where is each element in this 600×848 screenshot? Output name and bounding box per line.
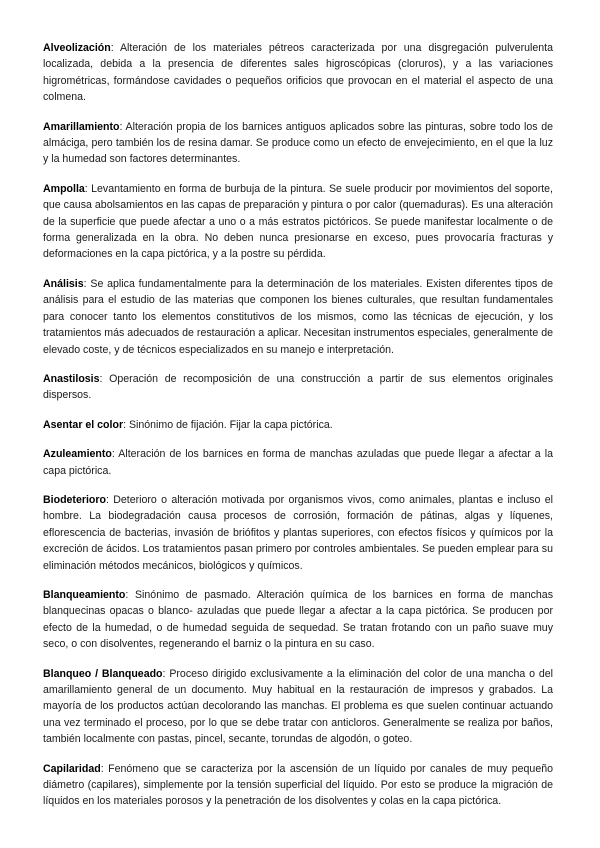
glossary-entry-blanqueo bbox=[43, 666, 553, 748]
glossary-term: Alveolización bbox=[43, 42, 111, 54]
glossary-definition: : Alteración propia de los barnices antiguos aplicados sobre las pinturas, sobre todo los de almáciga, pero también los de resina damar. Se produce como un efecto de envejecimiento, en el que la luz y la humedad son factores determinantes. bbox=[43, 120, 553, 166]
glossary-definition: : Sinónimo de fijación. Fijar la capa pictórica. bbox=[123, 418, 333, 431]
glossary-definition: : Proceso dirigido exclusivamente a la eliminación del color de una mancha o del amarillamiento general de un documento. Muy habitual en la restauración de impresos y grabados. La mayoría de los productos actúan decolorando las manchas. El problema es que suelen continuar actuando una vez terminado el proceso, por lo que se debe tratar con anticloros. Generalmente se realiza por baños, también localmente con pastas, pincel, secante, torundas de algodón, o goteo. bbox=[43, 667, 553, 746]
glossary-definition: : Alteración de los barnices en forma de manchas azuladas que puede llegar a afectar a la capa pictórica. bbox=[43, 448, 553, 477]
glossary-term: Amarillamiento bbox=[43, 120, 120, 133]
glossary-definition: : Deterioro o alteración motivada por organismos vivos, como animales, plantas e incluso el hombre. La biodegradación causa procesos de corrosión, formación de pátinas, algas y líquenes, eflorescencia de bacterias, invasión de briófitos y plantas superiores, con efectos físicos y químicos por la excreción de ácidos. Los tratamientos pasan primero por controles ambientales. Se pueden emplear para su eliminación métodos mecánicos, biológicos y químicos. bbox=[43, 493, 553, 572]
glossary-entry-azuleamiento bbox=[43, 446, 553, 479]
glossary-entry-capilaridad bbox=[43, 761, 553, 810]
glossary-term: Blanqueamiento bbox=[43, 588, 126, 601]
glossary-entry-amarillamiento bbox=[43, 119, 553, 168]
glossary-entry-asentar-el-color bbox=[43, 417, 553, 433]
glossary-entry-biodeterioro bbox=[43, 492, 553, 574]
glossary-entry-ampolla bbox=[43, 181, 553, 263]
glossary-entry-alveolizacion bbox=[43, 40, 553, 106]
glossary-term: Capilaridad bbox=[43, 762, 101, 775]
glossary-entry-anastilosis bbox=[43, 371, 553, 404]
glossary-term: Blanqueo / Blanqueado bbox=[43, 667, 163, 680]
glossary-page bbox=[43, 40, 553, 823]
glossary-term: Azuleamiento bbox=[43, 448, 112, 461]
glossary-term: Asentar el color bbox=[43, 418, 124, 431]
glossary-definition: : Sinónimo de pasmado. Alteración química de los barnices en forma de manchas blanquecinas opacas o blanco- azuladas que puede llegar a afectar a la capa pictórica. Se producen por efecto de la humedad, o de humedad seguida de sequedad. Se tratan frotando con un paño suave muy seco, o con disolventes, regenerando el barniz o la pintura en su caso. bbox=[43, 588, 553, 651]
glossary-term: Análisis bbox=[43, 277, 84, 290]
glossary-term: Biodeterioro bbox=[43, 493, 106, 506]
glossary-definition: : Fenómeno que se caracteriza por la ascensión de un líquido por canales de muy pequeño diámetro (capilares), simplemente por la tensión superficial del líquido. Por esto se produce la migración de líquidos en los materiales porosos y la penetración de los disolventes y colas en la capa pictórica. bbox=[43, 762, 553, 808]
glossary-definition: : Alteración de los materiales pétreos caracterizada por una disgregación pulverulenta localizada, debida a la presencia de diferentes sales higroscópicas (cloruros), y a las variaciones higrométricas, formándose cavidades o pequeños orificios que provocan en el material el aspecto de una colmena. bbox=[43, 42, 553, 104]
glossary-definition: : Se aplica fundamentalmente para la determinación de los materiales. Existen diferentes tipos de análisis para el estudio de las materias que componen los bienes culturales, que resultan fundamentales para conocer tanto los elementos constitutivos de los mismos, como las técnicas de ejecución, y los tratamientos más adecuados de restauración a aplicar. Necesitan instrumentos especiales, generalmente de elevado coste, y de técnicos especializados en su manejo e interpretación. bbox=[43, 277, 553, 356]
glossary-definition: : Operación de recomposición de una construcción a partir de sus elementos originales dispersos. bbox=[43, 372, 553, 402]
glossary-entry-blanqueamiento bbox=[43, 587, 553, 653]
glossary-term: Anastilosis bbox=[43, 372, 100, 385]
glossary-definition: : Levantamiento en forma de burbuja de la pintura. Se suele producir por movimientos del soporte, que causa abolsamientos en las capas de preparación y pintura o por calor (quemaduras). Es una alteración de la superficie que puede afectar a uno o a más estratos pictóricos. Se puede manifestar localmente o de forma generalizada en la obra. No deben nunca presionarse en exceso, pues provocaría fracturas y deformaciones en la capa pictórica, y a la postre su pérdida. bbox=[43, 182, 553, 261]
glossary-entry-analisis bbox=[43, 276, 553, 358]
glossary-term: Ampolla bbox=[43, 182, 85, 195]
